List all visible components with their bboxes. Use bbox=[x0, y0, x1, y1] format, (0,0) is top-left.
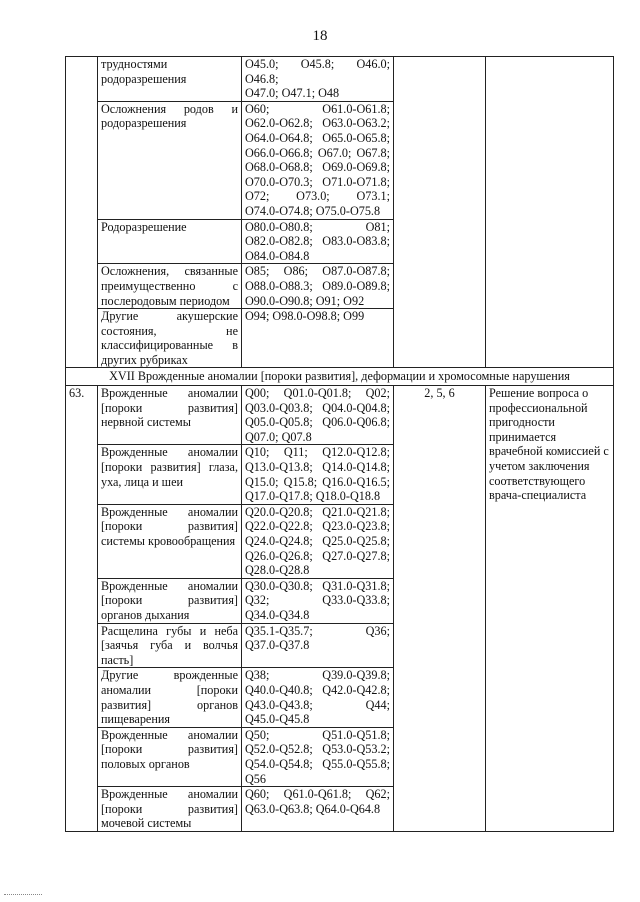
icd-code-line: Q30.0-Q30.8; Q31.0-Q31.8; bbox=[245, 578, 390, 593]
icd-code-line: O80.0-O80.8; O81; bbox=[245, 219, 390, 234]
icd-code-line: O85; O86; O87.0-O87.8; bbox=[245, 264, 390, 279]
disease-name-cell bbox=[98, 445, 242, 504]
section-title: XVII Врожденные аномалии [пороки развития], деформации и хромосомные нарушения bbox=[109, 369, 570, 384]
disease-name: Врожденные аномалии [пороки развития] мочевой системы bbox=[101, 787, 238, 831]
item-number-cell: 63. bbox=[66, 386, 98, 832]
icd-code-line: Q26.0-Q26.8; Q27.0-Q27.8; bbox=[245, 548, 390, 563]
disease-name: Врожденные аномалии [пороки развития] нервной системы bbox=[101, 386, 238, 430]
table-body-congenital bbox=[66, 386, 614, 832]
disease-name: Родоразрешение bbox=[101, 219, 187, 234]
icd-code-line: O70.0-O70.3; O71.0-O71.8; bbox=[245, 174, 390, 189]
icd-code-line: Q13.0-Q13.8; Q14.0-Q14.8; bbox=[245, 460, 390, 475]
icd-code-line: O72; O73.0; O73.1; bbox=[245, 189, 390, 204]
disease-name-cell bbox=[98, 386, 242, 445]
icd-codes-cell bbox=[242, 101, 394, 219]
disease-name: Врожденные аномалии [пороки развития] половых органов bbox=[101, 727, 238, 771]
icd-code-line: Q05.0-Q05.8; Q06.0-Q06.8; bbox=[245, 415, 390, 430]
groups-cell bbox=[394, 57, 486, 368]
disease-name-cell bbox=[98, 668, 242, 727]
note-cell bbox=[486, 57, 614, 368]
icd-code-line: Q17.0-Q17.8; Q18.0-Q18.8 bbox=[245, 489, 381, 504]
icd-code-line: O74.0-O74.8; O75.0-O75.8 bbox=[245, 203, 381, 218]
icd-code-line: O82.0-O82.8; O83.0-O83.8; bbox=[245, 234, 390, 249]
icd-codes-cell bbox=[242, 668, 394, 727]
icd-code-line: O84.0-O84.8 bbox=[245, 248, 310, 263]
icd-codes-cell bbox=[242, 309, 394, 368]
disease-name: Врожденные аномалии [пороки развития] системы кровообращения bbox=[101, 504, 238, 548]
disease-name-cell bbox=[98, 787, 242, 832]
table-row bbox=[66, 386, 614, 445]
icd-code-line: Q35.1-Q35.7; Q36; bbox=[245, 623, 390, 638]
icd-codes-cell bbox=[242, 727, 394, 786]
icd-codes-cell bbox=[242, 787, 394, 832]
disease-name: Другие акушерские состояния, не классифицированные в других рубриках bbox=[101, 309, 238, 367]
icd-code-line: O46.8; bbox=[245, 71, 279, 86]
icd-code-line: Q50; Q51.0-Q51.8; bbox=[245, 727, 390, 742]
icd-code-line: Q60; Q61.0-Q61.8; Q62; bbox=[245, 787, 390, 802]
icd-code-line: O94; O98.0-O98.8; O99 bbox=[245, 309, 365, 324]
icd-code-line: O88.0-O88.3; O89.0-O89.8; bbox=[245, 278, 390, 293]
item-number-cell bbox=[66, 57, 98, 368]
icd-code-line: Q24.0-Q24.8; Q25.0-Q25.8; bbox=[245, 534, 390, 548]
icd-code-line: Q20.0-Q20.8; Q21.0-Q21.8; bbox=[245, 504, 390, 519]
disease-name: Врожденные аномалии [пороки развития] глаза, уха, лица и шеи bbox=[101, 445, 238, 489]
icd-code-line: Q22.0-Q22.8; Q23.0-Q23.8; bbox=[245, 519, 390, 534]
icd-code-line: O47.0; O47.1; O48 bbox=[245, 86, 340, 101]
icd-code-line: Q07.0; Q07.8 bbox=[245, 429, 312, 444]
icd-codes-cell bbox=[242, 219, 394, 264]
disease-name: Осложнения, связанные преимущественно с послеродовым периодом bbox=[101, 264, 238, 308]
icd-code-line: Q54.0-Q54.8; Q55.0-Q55.8; bbox=[245, 756, 390, 771]
icd-code-line: O60; O61.0-O61.8; bbox=[245, 101, 390, 116]
icd-code-line: Q37.0-Q37.8 bbox=[245, 638, 310, 653]
icd-codes-cell bbox=[242, 264, 394, 309]
icd-code-line: Q52.0-Q52.8; Q53.0-Q53.2; bbox=[245, 742, 390, 757]
disease-name: трудностями родоразрешения bbox=[101, 57, 187, 86]
disease-name: Врожденные аномалии [пороки развития] органов дыхания bbox=[101, 578, 238, 622]
icd-code-line: Q56 bbox=[245, 771, 266, 786]
icd-code-line: Q45.0-Q45.8 bbox=[245, 712, 310, 727]
icd-code-line: O68.0-O68.8; O69.0-O69.8; bbox=[245, 160, 390, 175]
icd-code-line: O90.0-O90.8; O91; O92 bbox=[245, 293, 365, 308]
disease-name: Расщелина губы и неба [заячья губа и волчья пасть] bbox=[101, 623, 238, 667]
disease-name-cell bbox=[98, 623, 242, 668]
disease-name-cell bbox=[98, 57, 242, 102]
icd-code-line: Q43.0-Q43.8; Q44; bbox=[245, 697, 390, 712]
disease-name-cell bbox=[98, 578, 242, 623]
scan-edge-mark bbox=[4, 894, 42, 896]
icd-codes-cell bbox=[242, 57, 394, 102]
icd-code-line: Q15.0; Q15.8; Q16.0-Q16.5; bbox=[245, 474, 390, 489]
icd-code-line: Q34.0-Q34.8 bbox=[245, 607, 310, 622]
icd-code-line: O45.0; O45.8; O46.0; bbox=[245, 57, 390, 71]
table-row bbox=[66, 57, 614, 102]
icd-code-line: Q32; Q33.0-Q33.8; bbox=[245, 593, 390, 608]
icd-code-line: Q38; Q39.0-Q39.8; bbox=[245, 668, 390, 683]
disease-name: Осложнения родов и родоразрешения bbox=[101, 101, 238, 131]
groups-cell: 2, 5, 6 bbox=[394, 386, 486, 832]
page-number: 18 bbox=[312, 28, 328, 44]
disease-name-cell bbox=[98, 504, 242, 578]
icd-codes-cell bbox=[242, 578, 394, 623]
icd-code-line: O64.0-O64.8; O65.0-O65.8; bbox=[245, 130, 390, 145]
icd-code-line: Q00; Q01.0-Q01.8; Q02; bbox=[245, 386, 390, 401]
icd-code-line: Q10; Q11; Q12.0-Q12.8; bbox=[245, 445, 390, 460]
icd-code-line: O66.0-O66.8; O67.0; O67.8; bbox=[245, 145, 390, 160]
disease-name-cell bbox=[98, 727, 242, 786]
icd-code-line: Q63.0-Q63.8; Q64.0-Q64.8 bbox=[245, 801, 381, 816]
icd-code-line: O62.0-O62.8; O63.0-O63.2; bbox=[245, 116, 390, 131]
disease-name: Другие врожденные аномалии [пороки развития] органов пищеварения bbox=[101, 668, 238, 727]
disease-table bbox=[65, 56, 614, 832]
disease-name-cell bbox=[98, 264, 242, 309]
icd-codes-cell bbox=[242, 623, 394, 668]
disease-name-cell bbox=[98, 219, 242, 264]
disease-name-cell bbox=[98, 309, 242, 368]
disease-name-cell bbox=[98, 101, 242, 219]
icd-code-line: Q28.0-Q28.8 bbox=[245, 563, 310, 578]
section-title-cell bbox=[66, 368, 614, 386]
section-header-row bbox=[66, 368, 614, 386]
icd-code-line: Q03.0-Q03.8; Q04.0-Q04.8; bbox=[245, 400, 390, 415]
table-body-obstetrics bbox=[66, 57, 614, 368]
icd-codes-cell bbox=[242, 445, 394, 504]
note-cell: Решение вопроса о профессиональной пригодности принимается врачебной комиссией с учетом заключения соответствующего врача-специалиста bbox=[486, 386, 614, 832]
icd-codes-cell bbox=[242, 504, 394, 578]
icd-code-line: Q40.0-Q40.8; Q42.0-Q42.8; bbox=[245, 682, 390, 697]
icd-codes-cell bbox=[242, 386, 394, 445]
